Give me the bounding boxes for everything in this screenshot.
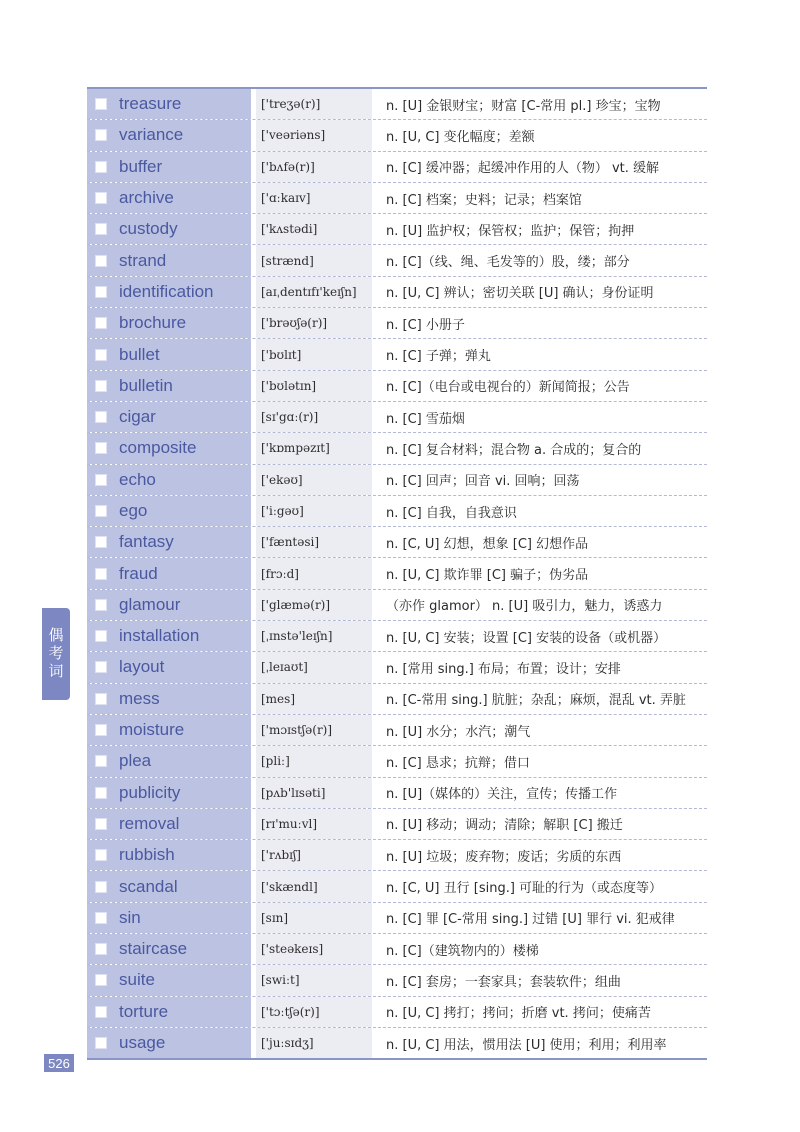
vocab-row xyxy=(87,684,707,715)
word: identification xyxy=(119,281,214,301)
phonetic: ['bʌfə(r)] xyxy=(261,159,315,174)
word: mess xyxy=(119,688,160,708)
definition: n. [C] 缓冲器；起缓冲作用的人（物） vt. 缓解 xyxy=(386,161,660,177)
phonetic-cell xyxy=(256,871,372,901)
word-cell xyxy=(87,183,251,213)
definition-cell xyxy=(372,152,707,182)
definition: n. [U, C] 安装；设置 [C] 安装的设备（或机器） xyxy=(386,630,667,646)
phonetic: [ˌɪnstə'leɪʃn] xyxy=(261,629,333,644)
word-cell xyxy=(87,715,251,745)
definition-cell xyxy=(372,778,707,808)
word: variance xyxy=(119,125,184,145)
definition: n. [C] 档案；史料；记录；档案馆 xyxy=(386,192,582,208)
definition-cell xyxy=(372,590,707,620)
word: glamour xyxy=(119,594,181,614)
definition: n. [U, C] 变化幅度；差额 xyxy=(386,129,535,145)
phonetic-cell xyxy=(256,684,372,714)
vocab-row xyxy=(87,621,707,652)
word: custody xyxy=(119,219,178,239)
word: treasure xyxy=(119,94,182,114)
phonetic-cell xyxy=(256,778,372,808)
checkbox[interactable] xyxy=(95,787,107,799)
vocab-row xyxy=(87,715,707,746)
phonetic: [swiːt] xyxy=(261,973,300,988)
definition-cell xyxy=(372,527,707,557)
vocab-row xyxy=(87,89,707,120)
checkbox[interactable] xyxy=(95,755,107,767)
definition: n. [U, C] 辨认；密切关联 [U] 确认；身份证明 xyxy=(386,286,654,302)
vocab-row xyxy=(87,997,707,1028)
word-cell xyxy=(87,746,251,776)
definition: n. [C] 子弹；弹丸 xyxy=(386,349,491,365)
definition-cell xyxy=(372,89,707,119)
word-cell xyxy=(87,89,251,119)
checkbox[interactable] xyxy=(95,724,107,736)
definition-cell xyxy=(372,746,707,776)
phonetic: [pʌb'lɪsəti] xyxy=(261,785,326,800)
definition-cell xyxy=(372,277,707,307)
phonetic: ['kɒmpəzɪt] xyxy=(261,441,330,456)
vocab-row xyxy=(87,527,707,558)
definition-cell xyxy=(372,965,707,995)
definition-cell xyxy=(372,903,707,933)
definition: n. [常用 sing.] 布局；布置；设计；安排 xyxy=(386,661,621,677)
vocab-row xyxy=(87,840,707,871)
word: installation xyxy=(119,626,200,646)
definition: n. [U, C] 拷打；拷问；折磨 vt. 拷问；使痛苦 xyxy=(386,1006,651,1022)
vocab-row xyxy=(87,214,707,245)
definition: n. [U] 金银财宝；财富 [C-常用 pl.] 珍宝；宝物 xyxy=(386,98,661,114)
checkbox[interactable] xyxy=(95,912,107,924)
word-cell xyxy=(87,684,251,714)
word-cell xyxy=(87,433,251,463)
phonetic-cell xyxy=(256,621,372,651)
checkbox[interactable] xyxy=(95,349,107,361)
word: brochure xyxy=(119,313,187,333)
definition-cell xyxy=(372,183,707,213)
vocab-row xyxy=(87,308,707,339)
section-tab-label: 偶考词 xyxy=(46,627,65,681)
definition: n. [U] 监护权；保管权；监护；保管；拘押 xyxy=(386,223,635,239)
definition: n. [C] 罪 [C-常用 sing.] 过错 [U] 罪行 vi. 犯戒律 xyxy=(386,912,675,928)
word-cell xyxy=(87,527,251,557)
word: plea xyxy=(119,751,152,771)
vocab-row xyxy=(87,590,707,621)
word-cell xyxy=(87,465,251,495)
phonetic-cell xyxy=(256,308,372,338)
vocab-row xyxy=(87,277,707,308)
phonetic: [mes] xyxy=(261,691,296,706)
word-cell xyxy=(87,308,251,338)
phonetic-cell xyxy=(256,245,372,275)
phonetic: ['iːgəʊ] xyxy=(261,504,304,518)
phonetic-cell xyxy=(256,465,372,495)
checkbox[interactable] xyxy=(95,881,107,893)
vocab-row xyxy=(87,183,707,214)
definition: n. [U] 垃圾；废弃物；废话；劣质的东西 xyxy=(386,849,622,865)
definition-cell xyxy=(372,120,707,150)
definition: n. [C] 雪茄烟 xyxy=(386,411,465,427)
vocab-row xyxy=(87,809,707,840)
vocabulary-table xyxy=(87,87,707,1060)
checkbox[interactable] xyxy=(95,1006,107,1018)
phonetic: ['ekəʊ] xyxy=(261,472,303,487)
phonetic: ['treʒə(r)] xyxy=(261,97,321,112)
word: publicity xyxy=(119,782,181,802)
definition-cell xyxy=(372,652,707,682)
definition-cell xyxy=(372,496,707,526)
definition-cell xyxy=(372,809,707,839)
checkbox[interactable] xyxy=(95,943,107,955)
phonetic-cell xyxy=(256,183,372,213)
word-cell xyxy=(87,621,251,651)
definition: n. [C] 复合材料；混合物 a. 合成的；复合的 xyxy=(386,442,642,458)
word-cell xyxy=(87,840,251,870)
vocab-row xyxy=(87,778,707,809)
definition: n. [C]（建筑物内的）楼梯 xyxy=(386,943,539,959)
checkbox[interactable] xyxy=(95,161,107,173)
definition: n. [U] 移动；调动；清除；解职 [C] 搬迁 xyxy=(386,818,623,834)
definition-cell xyxy=(372,402,707,432)
phonetic-cell xyxy=(256,1028,372,1058)
checkbox[interactable] xyxy=(95,568,107,580)
definition: n. [U, C] 欺诈罪 [C] 骗子；伪劣品 xyxy=(386,568,589,584)
word: ego xyxy=(119,501,148,520)
checkbox[interactable] xyxy=(95,442,107,454)
definition: n. [C, U] 丑行 [sing.] 可耻的行为（或态度等） xyxy=(386,881,663,897)
vocab-row xyxy=(87,903,707,934)
definition: n. [C] 小册子 xyxy=(386,317,465,333)
definition-cell xyxy=(372,621,707,651)
definition: n. [U] 水分；水汽；潮气 xyxy=(386,724,531,740)
phonetic: [sɪn] xyxy=(261,910,289,925)
checkbox[interactable] xyxy=(95,818,107,830)
word: layout xyxy=(119,657,165,677)
phonetic-cell xyxy=(256,152,372,182)
vocab-row xyxy=(87,1028,707,1060)
checkbox[interactable] xyxy=(95,661,107,673)
phonetic-cell xyxy=(256,89,372,119)
definition-cell xyxy=(372,308,707,338)
word: buffer xyxy=(119,156,163,176)
word-cell xyxy=(87,339,251,369)
word: bulletin xyxy=(119,375,173,395)
checkbox[interactable] xyxy=(95,974,107,986)
word: suite xyxy=(119,970,155,990)
word: fraud xyxy=(119,563,158,583)
phonetic-cell xyxy=(256,214,372,244)
vocab-row xyxy=(87,871,707,902)
word: torture xyxy=(119,1001,169,1021)
phonetic-cell xyxy=(256,558,372,588)
definition: n. [C] 套房；一套家具；套装软件；组曲 xyxy=(386,974,621,990)
section-tab xyxy=(42,608,70,700)
checkbox[interactable] xyxy=(95,505,107,517)
phonetic-cell xyxy=(256,965,372,995)
word: sin xyxy=(119,907,141,927)
vocab-row xyxy=(87,934,707,965)
phonetic-cell xyxy=(256,746,372,776)
definition-cell xyxy=(372,840,707,870)
definition-cell xyxy=(372,371,707,401)
word: staircase xyxy=(119,939,188,959)
vocab-row xyxy=(87,339,707,370)
word-cell xyxy=(87,402,251,432)
phonetic: [rɪ'muːvl] xyxy=(261,816,318,831)
vocab-row xyxy=(87,558,707,589)
definition-cell xyxy=(372,871,707,901)
definition: n. [U, C] 用法，惯用法 [U] 使用；利用；利用率 xyxy=(386,1037,667,1053)
checkbox[interactable] xyxy=(95,849,107,861)
phonetic: ['brəʊʃə(r)] xyxy=(261,316,328,331)
definition-cell xyxy=(372,997,707,1027)
word: usage xyxy=(119,1033,166,1053)
checkbox[interactable] xyxy=(95,380,107,392)
word-cell xyxy=(87,871,251,901)
phonetic: [ˌleɪaʊt] xyxy=(261,660,308,675)
phonetic-cell xyxy=(256,997,372,1027)
phonetic: ['bʊlətɪn] xyxy=(261,378,317,393)
word-cell xyxy=(87,934,251,964)
phonetic-cell xyxy=(256,652,372,682)
word-cell xyxy=(87,1028,251,1058)
word-cell xyxy=(87,809,251,839)
vocab-row xyxy=(87,465,707,496)
word-cell xyxy=(87,245,251,275)
vocab-row xyxy=(87,402,707,433)
phonetic: ['skændl] xyxy=(261,879,318,894)
checkbox[interactable] xyxy=(95,192,107,204)
word-cell xyxy=(87,558,251,588)
phonetic: ['bʊlɪt] xyxy=(261,347,302,362)
phonetic-cell xyxy=(256,496,372,526)
definition: n. [C] 回声；回音 vi. 回响；回荡 xyxy=(386,474,580,490)
checkbox[interactable] xyxy=(95,129,107,141)
phonetic: ['glæmə(r)] xyxy=(261,597,331,612)
phonetic: [frɔːd] xyxy=(261,566,299,581)
definition-cell xyxy=(372,465,707,495)
word-cell xyxy=(87,778,251,808)
checkbox[interactable] xyxy=(95,693,107,705)
phonetic-cell xyxy=(256,120,372,150)
checkbox[interactable] xyxy=(95,411,107,423)
phonetic-cell xyxy=(256,903,372,933)
phonetic: ['tɔːtʃə(r)] xyxy=(261,1004,320,1019)
word-cell xyxy=(87,371,251,401)
definition: n. [C]（电台或电视台的）新闻简报；公告 xyxy=(386,380,630,396)
vocab-row xyxy=(87,120,707,151)
word: fantasy xyxy=(119,532,174,552)
phonetic: ['veəriəns] xyxy=(261,128,326,143)
word: cigar xyxy=(119,407,156,427)
word-cell xyxy=(87,120,251,150)
vocab-row xyxy=(87,652,707,683)
vocab-row xyxy=(87,965,707,996)
page-number: 526 xyxy=(44,1054,74,1072)
phonetic: ['mɔɪstʃə(r)] xyxy=(261,723,333,738)
definition-cell xyxy=(372,214,707,244)
vocab-row xyxy=(87,245,707,276)
checkbox[interactable] xyxy=(95,599,107,611)
word-cell xyxy=(87,997,251,1027)
phonetic: ['kʌstədi] xyxy=(261,222,318,237)
checkbox[interactable] xyxy=(95,630,107,642)
definition-cell xyxy=(372,934,707,964)
word: archive xyxy=(119,188,174,208)
definition: （亦作 glamor） n. [U] 吸引力，魅力，诱惑力 xyxy=(386,599,663,615)
phonetic-cell xyxy=(256,339,372,369)
vocab-row xyxy=(87,371,707,402)
word-cell xyxy=(87,496,251,526)
word-cell xyxy=(87,277,251,307)
phonetic: ['steəkeɪs] xyxy=(261,942,324,957)
definition-cell xyxy=(372,684,707,714)
phonetic-cell xyxy=(256,433,372,463)
definition-cell xyxy=(372,558,707,588)
definition: n. [C] 自我，自我意识 xyxy=(386,505,517,521)
checkbox[interactable] xyxy=(95,286,107,298)
phonetic: [aɪˌdentɪfɪ'keɪʃn] xyxy=(261,284,357,299)
vocab-row xyxy=(87,433,707,464)
checkbox[interactable] xyxy=(95,223,107,235)
phonetic-cell xyxy=(256,934,372,964)
phonetic-cell xyxy=(256,277,372,307)
word: scandal xyxy=(119,876,178,896)
word-cell xyxy=(87,903,251,933)
definition-cell xyxy=(372,245,707,275)
vocab-row xyxy=(87,746,707,777)
word: bullet xyxy=(119,344,160,364)
phonetic-cell xyxy=(256,371,372,401)
phonetic-cell xyxy=(256,402,372,432)
checkbox[interactable] xyxy=(95,1037,107,1049)
phonetic-cell xyxy=(256,527,372,557)
word-cell xyxy=(87,590,251,620)
phonetic-cell xyxy=(256,840,372,870)
word-cell xyxy=(87,965,251,995)
word: strand xyxy=(119,250,167,270)
word: composite xyxy=(119,438,197,458)
definition: n. [U]（媒体的）关注，宣传；传播工作 xyxy=(386,787,618,803)
phonetic: [strænd] xyxy=(261,253,314,268)
checkbox[interactable] xyxy=(95,317,107,329)
word: moisture xyxy=(119,720,185,740)
phonetic-cell xyxy=(256,809,372,839)
vocab-row xyxy=(87,152,707,183)
word-cell xyxy=(87,152,251,182)
checkbox[interactable] xyxy=(95,536,107,548)
phonetic: [sɪ'gɑː(r)] xyxy=(261,410,319,425)
phonetic: [pliː] xyxy=(261,754,290,769)
checkbox[interactable] xyxy=(95,255,107,267)
phonetic: ['rʌbɪʃ] xyxy=(261,848,301,863)
word: echo xyxy=(119,469,156,489)
definition: n. [C]（线、绳、毛发等的）股，缕；部分 xyxy=(386,255,630,271)
word: rubbish xyxy=(119,845,175,865)
phonetic: ['ɑːkaɪv] xyxy=(261,191,311,206)
definition-cell xyxy=(372,433,707,463)
definition: n. [C-常用 sing.] 肮脏；杂乱；麻烦，混乱 vt. 弄脏 xyxy=(386,693,686,709)
definition-cell xyxy=(372,1028,707,1058)
checkbox[interactable] xyxy=(95,98,107,110)
definition-cell xyxy=(372,339,707,369)
phonetic: ['fæntəsi] xyxy=(261,535,320,550)
word-cell xyxy=(87,652,251,682)
checkbox[interactable] xyxy=(95,474,107,486)
word: removal xyxy=(119,813,180,833)
definition: n. [C, U] 幻想，想象 [C] 幻想作品 xyxy=(386,536,589,552)
vocab-row xyxy=(87,496,707,527)
phonetic-cell xyxy=(256,715,372,745)
word-cell xyxy=(87,214,251,244)
definition: n. [C] 恳求；抗辩；借口 xyxy=(386,755,530,771)
phonetic: ['juːsɪdʒ] xyxy=(261,1036,314,1051)
definition-cell xyxy=(372,715,707,745)
phonetic-cell xyxy=(256,590,372,620)
